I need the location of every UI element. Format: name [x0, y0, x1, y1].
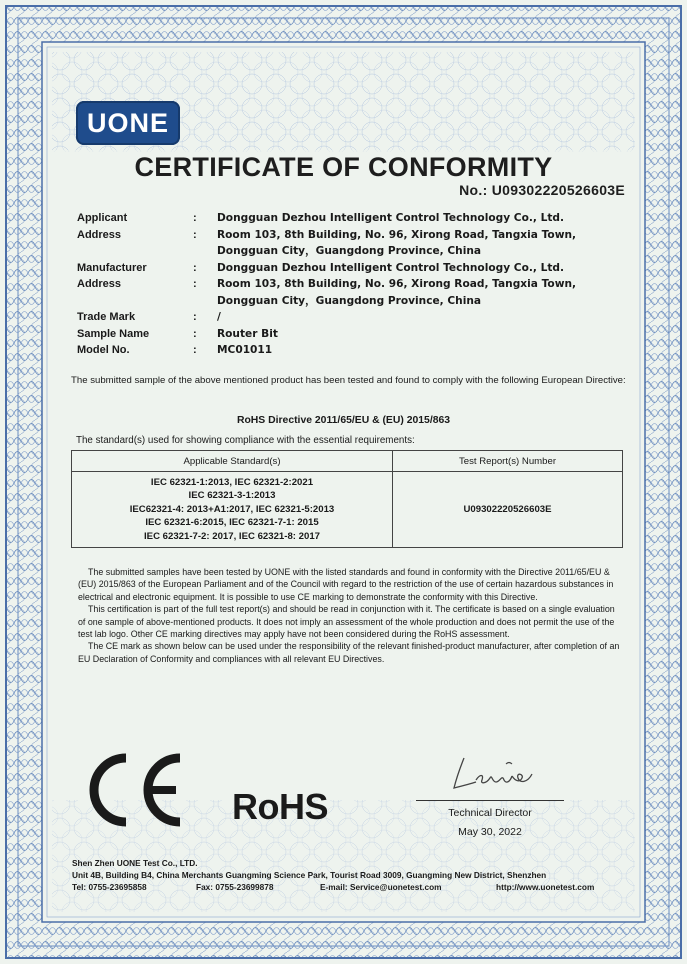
applicant-row — [77, 210, 637, 227]
address-line-2: Dongguan City，Guangdong Province, China — [217, 294, 482, 307]
rohs-mark: RoHS — [232, 786, 328, 827]
table-row — [72, 472, 623, 548]
footer-fax: Fax: 0755-23699878 — [196, 882, 274, 892]
applicant-address-value — [217, 227, 637, 260]
directive-title: RoHS Directive 2011/65/EU & (EU) 2015/863 — [236, 415, 451, 426]
standard-line: IEC 62321-1:2013, IEC 62321-2:2021 — [150, 477, 314, 488]
certificate-title: CERTIFICATE OF CONFORMITY — [134, 152, 553, 182]
footer-web: http://www.uonetest.com — [496, 882, 595, 892]
signature-icon — [446, 752, 536, 796]
footer-email: E-mail: Service@uonetest.com — [320, 882, 442, 892]
trade-mark-row — [77, 309, 637, 326]
model-no-row — [77, 342, 637, 359]
manufacturer-address-row — [77, 276, 637, 309]
conformity-statement — [78, 566, 622, 665]
trade-mark-label: Trade Mark — [77, 311, 136, 323]
sample-name-label: Sample Name — [77, 327, 150, 340]
applicant-value: Dongguan Dezhou Intelligent Control Technology Co., Ltd. — [217, 212, 565, 224]
footer-contacts — [72, 881, 612, 893]
address-line-2: Dongguan City，Guangdong Province, China — [217, 245, 482, 257]
manufacturer-address-value — [217, 276, 637, 309]
address-label: Address — [77, 228, 122, 241]
standard-line: IEC 62321-3-1:2013 — [188, 490, 276, 502]
standards-table — [71, 450, 623, 548]
standard-line: IEC62321-4: 2013+A1:2017, IEC 62321-5:2013 — [129, 503, 335, 515]
header-standards: Applicable Standard(s) — [72, 451, 393, 472]
colon: : — [193, 212, 197, 224]
sample-name-row — [77, 326, 637, 343]
manufacturer-label: Manufacturer — [77, 261, 147, 274]
product-info — [77, 210, 637, 359]
colon: : — [193, 228, 197, 241]
colon: : — [193, 261, 197, 274]
footer-tel: Tel: 0755-23695858 — [72, 882, 147, 892]
address-line-1: Room 103, 8th Building, No. 96, Xirong Road, Tangxia Town, — [217, 228, 577, 241]
uone-logo: UONE — [76, 101, 180, 145]
sample-name-value: Router Bit — [217, 327, 278, 340]
paragraph: The CE mark as shown below can be used under the responsibility of the relevant finished-product manufacturer, after completion of an EU Declaration of Conformity and compliances with all relevant EU Directives. — [78, 641, 620, 664]
signatory-title: Technical Director — [448, 807, 532, 819]
certificate-number: No.: U09302220526603E — [459, 182, 625, 198]
standards-cell — [72, 472, 393, 548]
standards-intro: The standard(s) used for showing compliance with the essential requirements: — [76, 435, 415, 446]
header-report: Test Report(s) Number — [393, 451, 623, 472]
standard-line: IEC 62321-7-2: 2017, IEC 62321-8: 2017 — [144, 530, 320, 542]
colon: : — [193, 311, 197, 323]
report-number-cell: U09302220526603E — [393, 472, 623, 548]
manufacturer-value: Dongguan Dezhou Intelligent Control Technology Co., Ltd. — [217, 261, 565, 274]
trade-mark-value: / — [217, 311, 221, 323]
table-header-row — [72, 451, 623, 472]
footer-address: Unit 4B, Building B4, China Merchants Guangming Science Park, Tourist Road 3009, Guangming New District, Shenzhen — [72, 870, 547, 880]
signature-date: May 30, 2022 — [458, 826, 522, 838]
applicant-address-row — [77, 227, 637, 260]
address-label: Address — [77, 278, 122, 290]
model-no-value: MC01011 — [217, 344, 273, 356]
signature-line — [416, 800, 564, 801]
model-no-label: Model No. — [77, 344, 130, 356]
footer-company: Shen Zhen UONE Test Co., LTD. — [72, 858, 198, 868]
colon: : — [193, 278, 197, 290]
paragraph: The submitted samples have been tested by UONE with the listed standards and found in conformity with the Directive 2011/65/EU & (EU) 2015/863 of the European Parliament and of the Council with regard to the restriction of the use of certain hazardous substances in electrical and electronic equipment. It is possible to use CE marking to demonstrate the conformity with this Directive. — [78, 567, 614, 602]
paragraph: This certification is part of the full test report(s) and should be read in conjunction with it. The certificate is based on a single evaluation of one sample of above-mentioned products. It does not imply an assessment of the whole production and does not permit the use of the test lab logo. Other CE marking directives may apply have not been considered during the RoHS assessment. — [78, 604, 615, 640]
standard-line: IEC 62321-6:2015, IEC 62321-7-1: 2015 — [145, 517, 319, 529]
applicant-label: Applicant — [77, 212, 128, 224]
ce-mark-icon — [80, 750, 190, 830]
intro-text: The submitted sample of the above mentioned product has been tested and found to comply with the following European Directive: — [71, 375, 626, 386]
manufacturer-row — [77, 260, 637, 277]
colon: : — [193, 327, 197, 340]
address-line-1: Room 103, 8th Building, No. 96, Xirong Road, Tangxia Town, — [217, 278, 577, 290]
colon: : — [193, 344, 197, 356]
footer — [72, 857, 612, 893]
